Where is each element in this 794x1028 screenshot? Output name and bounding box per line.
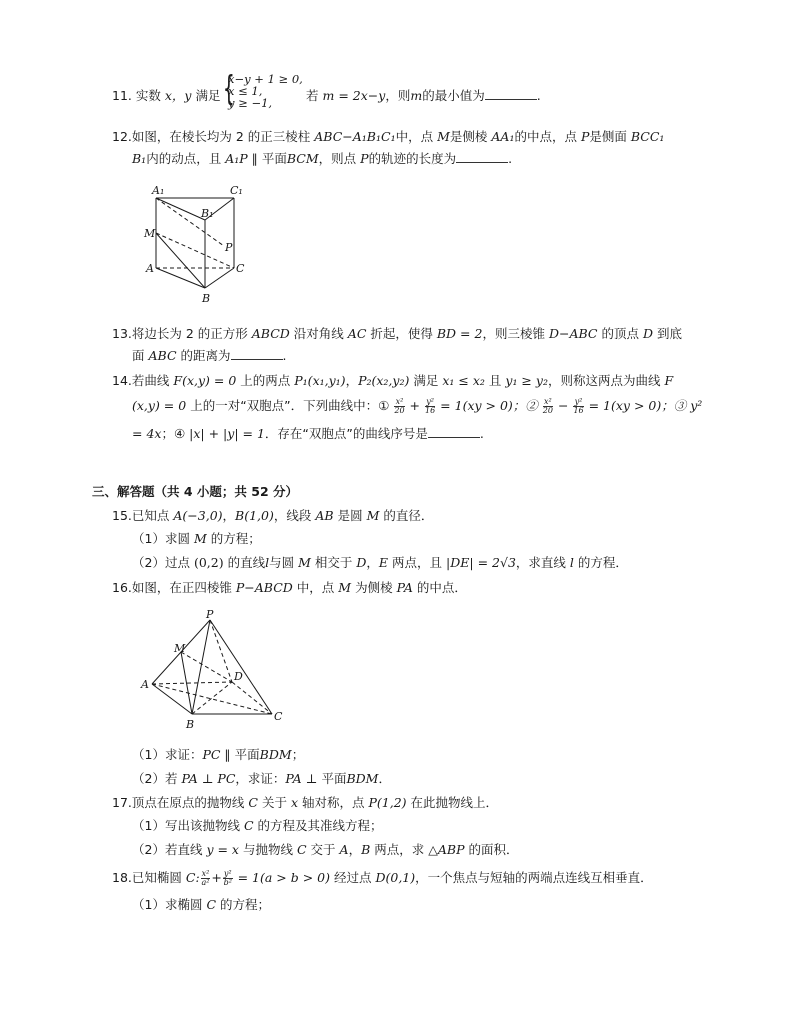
question-11: 11. 实数 x，y 满足 <box>112 88 221 103</box>
q11-condition: 若 m = 2x−y，则m的最小值为 . <box>306 88 541 103</box>
question-14: 14.若曲线 F(x,y) = 0 上的两点 P₁(x₁,y₁)，P₂(x₂,y₂) 满足 x₁ ≤ x₂ 且 y₁ ≥ y₂，则称这两点为曲线 F <box>112 373 674 388</box>
q15-part-2: （2）过点 (0,2) 的直线l与圆 M 相交于 D，E 两点，且 |DE| = 2√3，求直线 l 的方程． <box>132 555 628 570</box>
prism-figure <box>138 180 258 310</box>
fraction: $\frac{\text{y²}}{16}$ <box>573 397 584 415</box>
label-A: A <box>141 678 149 691</box>
q16-part-1: （1）求证：PC ∥ 平面BDM； <box>132 747 305 762</box>
answer-blank[interactable] <box>456 152 508 163</box>
question-18: 18.已知椭圆 C: $\frac{\text{x²}}{\text{a²}}$ + $\frac{\text{y²}}{\text{b²}}$ = 1(a > b > 0) 经过点 D(0,1)，一个焦点与短轴的两端点连线互相垂直． <box>112 869 653 887</box>
fraction: $\frac{\text{y²}}{16}$ <box>425 397 436 415</box>
question-17: 17.顶点在原点的抛物线 C 关于 x 轴对称，点 P(1,2) 在此抛物线上． <box>112 795 499 810</box>
label-B1: B₁ <box>201 207 214 220</box>
label-D: D <box>234 670 243 683</box>
fraction: $\frac{\text{x²}}{\text{a²}}$ <box>201 869 210 887</box>
fraction: $\frac{\text{x²}}{20}$ <box>394 397 405 415</box>
question-12: 12.如图，在棱长均为 2 的正三棱柱 ABC−A₁B₁C₁中，点 M是侧棱 AA₁的中点，点 P是侧面 BCC₁ <box>112 129 665 144</box>
q11-number: 11. <box>112 88 132 103</box>
label-B: B <box>186 718 195 731</box>
q16-part-2: （2）若 PA ⊥ PC，求证：PA ⊥ 平面BDM． <box>132 771 391 786</box>
label-B: B <box>202 292 211 305</box>
q18-part-1: （1）求椭圆 C 的方程； <box>132 897 271 912</box>
fraction: $\frac{\text{y²}}{\text{b²}}$ <box>223 869 232 887</box>
q17-part-2: （2）若直线 y = x 与抛物线 C 交于 A，B 两点，求 △ABP 的面积． <box>132 842 519 857</box>
question-15: 15.已知点 A(−3,0)，B(1,0)，线段 AB 是圆 M 的直径． <box>112 508 434 523</box>
label-C: C <box>274 710 283 723</box>
label-C1: C₁ <box>230 184 243 197</box>
section-heading: 三、解答题（共 4 小题；共 52 分） <box>92 484 299 499</box>
question-12-line2: B₁内的动点，且 A₁P ∥ 平面BCM，则点 P的轨迹的长度为 . <box>132 151 513 166</box>
label-M: M <box>174 642 186 655</box>
pyramid-figure <box>138 608 298 736</box>
question-16: 16.如图，在正四棱锥 P−ABCD 中，点 M 为侧棱 PA 的中点． <box>112 580 467 595</box>
q11-system: x−y + 1 ≥ 0, x ≤ 1, y ≥ −1, <box>228 72 303 110</box>
answer-blank[interactable] <box>231 349 283 360</box>
system-brace: { <box>222 69 235 109</box>
label-A: A <box>146 262 154 275</box>
answer-blank[interactable] <box>428 427 480 438</box>
q15-part-1: （1）求圆 M 的方程； <box>132 531 261 546</box>
question-14-line3: = 4x；④ |x| + |y| = 1．存在“双胞点”的曲线序号是 . <box>132 426 484 441</box>
question-13-line2: 面 ABC 的距离为 . <box>132 348 287 363</box>
label-P: P <box>225 241 233 254</box>
fraction: $\frac{\text{x²}}{20}$ <box>542 397 553 415</box>
answer-blank[interactable] <box>485 89 537 100</box>
label-C: C <box>236 262 245 275</box>
question-14-line2: (x,y) = 0 上的一对“双胞点”．下列曲线中：① $\frac{\text{x²}}{20}$ + $\frac{\text{y²}}{16}$ = 1(xy > 0)；② $\frac{\text{x²}}{20}$ − $\frac{\text{y²}}{16}$ = 1(xy > 0)；③ y² <box>132 397 703 415</box>
label-P: P <box>206 608 214 621</box>
question-13: 13.将边长为 2 的正方形 ABCD 沿对角线 AC 折起，使得 BD = 2，则三棱锥 D−ABC 的顶点 D 到底 <box>112 326 682 341</box>
q17-part-1: （1）写出该抛物线 C 的方程及其准线方程； <box>132 818 383 833</box>
label-A1: A₁ <box>152 184 165 197</box>
label-M: M <box>144 227 156 240</box>
